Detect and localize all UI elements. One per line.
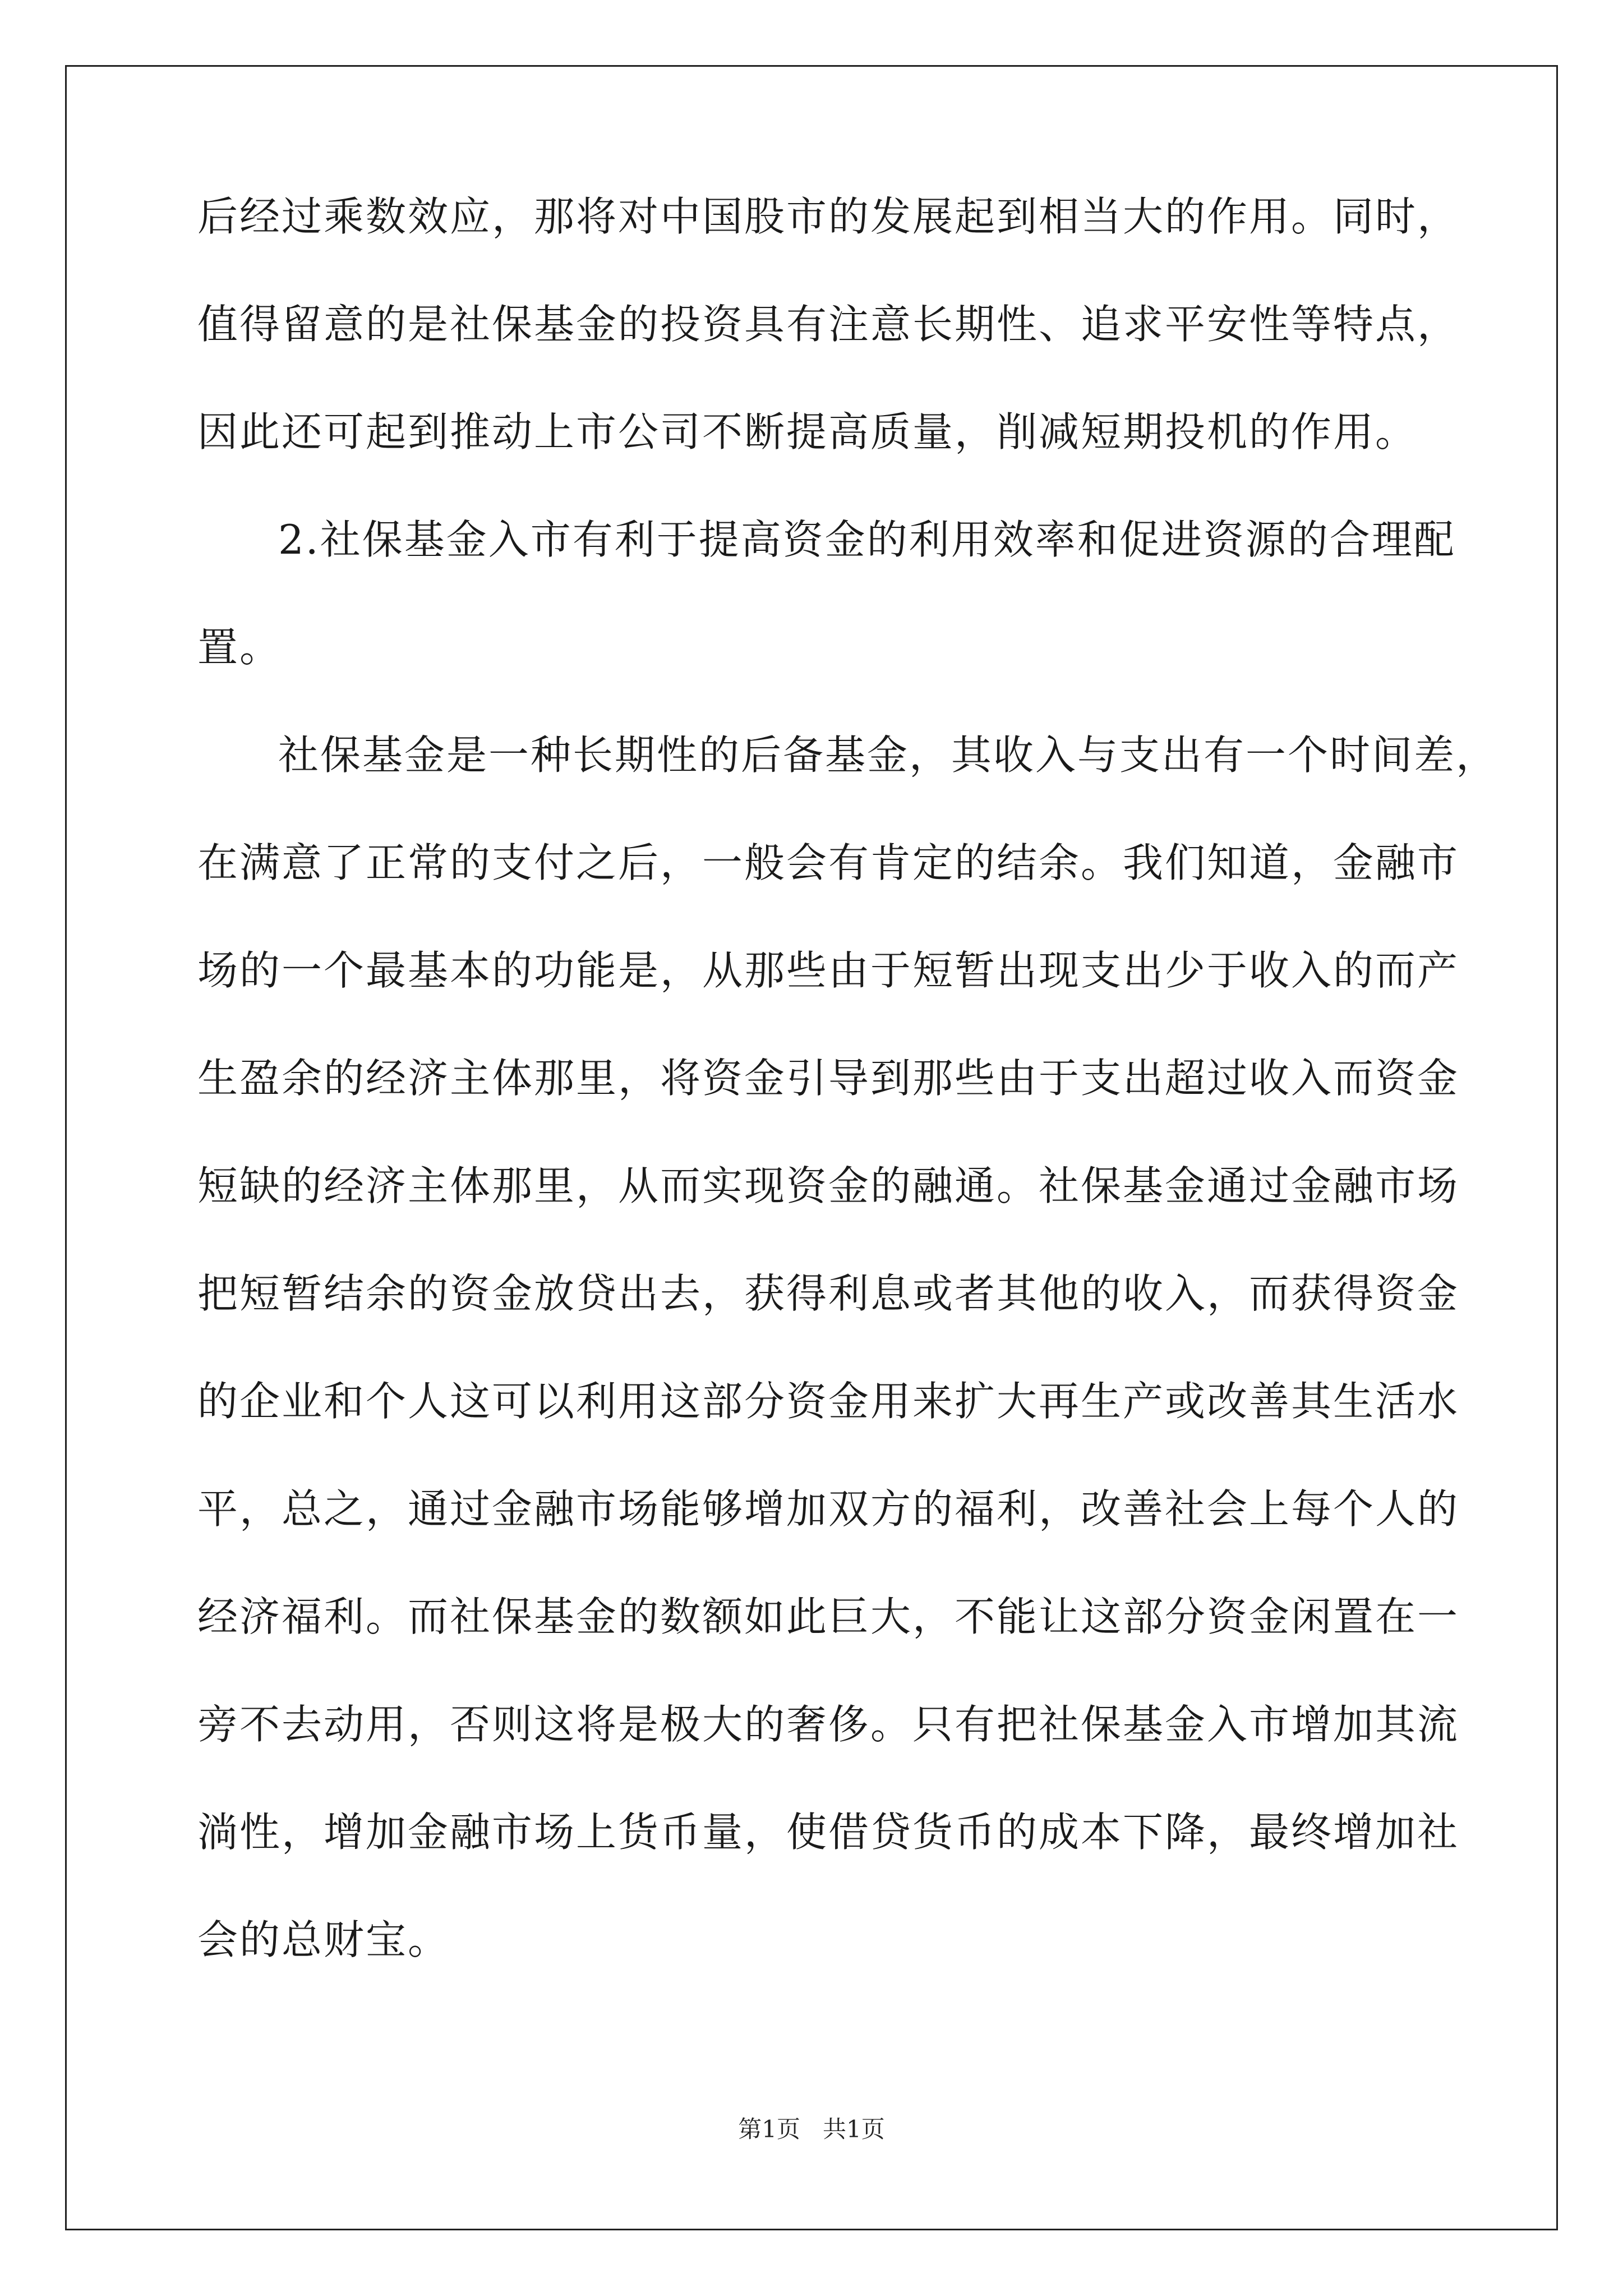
text-line: 的企业和个人这可以利用这部分资金用来扩大再生产或改善其生活水 (197, 1378, 1460, 1425)
text-line: 平，总之，通过金融市场能够增加双方的福利，改善社会上每个人的 (197, 1485, 1460, 1533)
paragraph-start-line: 社保基金是一种长期性的后备基金，其收入与支出有一个时间差， (278, 731, 1498, 779)
text-line: 把短暂结余的资金放贷出去，获得利息或者其他的收入，而获得资金 (197, 1270, 1460, 1317)
text-line: 场的一个最基本的功能是，从那些由于短暂出现支出少于收入的而产 (197, 947, 1460, 994)
text-line: 淌性，增加金融市场上货币量，使借贷货币的成本下降，最终增加社 (197, 1809, 1460, 1856)
text-line: 会的总财宝。 (197, 1916, 450, 1963)
text-line: 置。 (197, 624, 282, 671)
text-line: 经济福利。而社保基金的数额如此巨大，不能让这部分资金闲置在一 (197, 1593, 1460, 1640)
text-line: 因此还可起到推动上市公司不断提高质量，削减短期投机的作用。 (197, 408, 1418, 455)
text-line: 生盈余的经济主体那里，将资金引导到那些由于支出超过收入而资金 (197, 1055, 1460, 1102)
text-line: 短缺的经济主体那里，从而实现资金的融通。社保基金通过金融市场 (197, 1162, 1460, 1209)
text-line: 在满意了正常的支付之后，一般会有肯定的结余。我们知道，金融市 (197, 839, 1460, 886)
text-line: 旁不去动用，否则这将是极大的奢侈。只有把社保基金入市增加其流 (197, 1701, 1460, 1748)
document-body (197, 190, 1498, 2021)
text-line: 后经过乘数效应，那将对中国股市的发展起到相当大的作用。同时， (197, 193, 1460, 240)
section-heading-line: 2.社保基金入市有利于提高资金的利用效率和促进资源的合理配 (278, 516, 1456, 563)
text-line: 值得留意的是社保基金的投资具有注意长期性、追求平安性等特点， (197, 301, 1460, 348)
page-number-footer: 第1页 共1页 (738, 2115, 885, 2143)
